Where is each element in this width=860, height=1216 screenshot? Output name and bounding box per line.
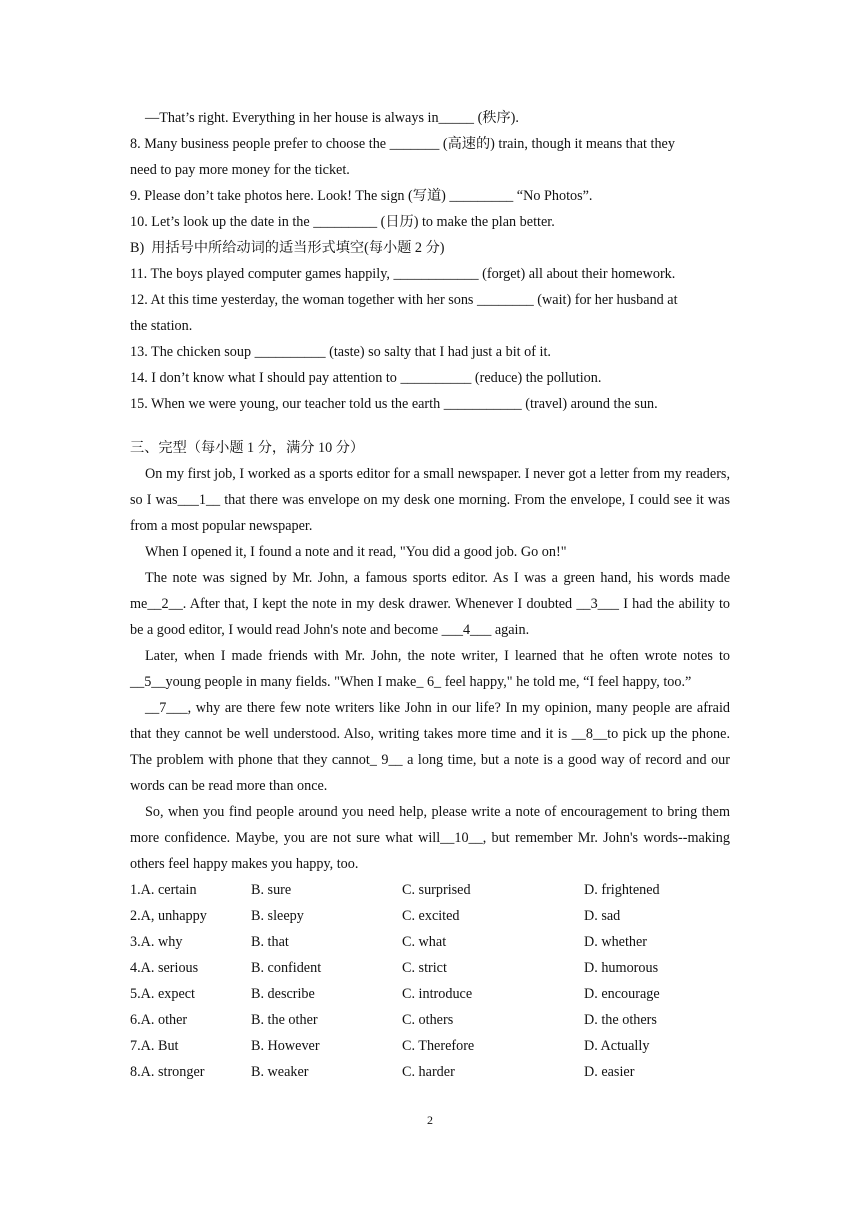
option-row-1 bbox=[130, 877, 730, 903]
option-c: C. others bbox=[402, 1012, 454, 1028]
option-a: 7.A. But bbox=[130, 1038, 179, 1054]
option-row-5 bbox=[130, 981, 730, 1007]
answer-options bbox=[130, 877, 730, 1085]
question-15: 15. When we were young, our teacher told us the earth ___________ (travel) around the sun. bbox=[130, 396, 658, 412]
question-9: 9. Please don’t take photos here. Look! The sign (写道) _________ “No Photos”. bbox=[130, 188, 593, 204]
option-a: 4.A. serious bbox=[130, 960, 199, 976]
option-d: D. the others bbox=[584, 1012, 657, 1028]
option-row-3 bbox=[130, 929, 730, 955]
option-d: D. Actually bbox=[584, 1038, 650, 1054]
question-10: 10. Let’s look up the date in the _________ (日历) to make the plan better. bbox=[130, 214, 555, 230]
cloze-paragraph-2: When I opened it, I found a note and it read, "You did a good job. Go on!" bbox=[145, 544, 567, 560]
question-11: 11. The boys played computer games happily, ____________ (forget) all about their homework. bbox=[130, 266, 676, 282]
option-c: C. what bbox=[402, 934, 447, 950]
dialogue-line: —That’s right. Everything in her house is always in_____ (秩序). bbox=[145, 110, 519, 126]
option-b: B. However bbox=[251, 1038, 320, 1054]
option-row-8 bbox=[130, 1059, 730, 1085]
option-d: D. encourage bbox=[584, 986, 660, 1002]
option-b: B. sleepy bbox=[251, 908, 304, 924]
option-d: D. frightened bbox=[584, 882, 660, 898]
document-page bbox=[130, 105, 730, 1085]
option-a: 2.A, unhappy bbox=[130, 908, 207, 924]
option-row-2 bbox=[130, 903, 730, 929]
option-a: 8.A. stronger bbox=[130, 1064, 205, 1080]
cloze-paragraph-1: On my first job, I worked as a sports editor for a small newspaper. I never got a letter from my readers, so I was___1__ that there was envelope on my desk one morning. From the envelope, I could see it was from a most popular newspaper. bbox=[130, 466, 730, 534]
question-13: 13. The chicken soup __________ (taste) so salty that I had just a bit of it. bbox=[130, 344, 551, 360]
option-a: 1.A. certain bbox=[130, 882, 197, 898]
cloze-paragraph-6: So, when you find people around you need help, please write a note of encouragement to bring them more confidence. Maybe, you are not sure what will__10__, but remember Mr. John's words--making others feel happy makes you happy, too. bbox=[130, 804, 730, 872]
option-a: 5.A. expect bbox=[130, 986, 196, 1002]
cloze-paragraph-5: __7___, why are there few note writers like John in our life? In my opinion, many people are afraid that they cannot be well understood. Also, writing takes more time and it is __8__to pick up the phone. The problem with phone that they cannot_ 9__ a long time, but a note is a good way of record and our words can be read more than once. bbox=[130, 700, 730, 794]
option-a: 6.A. other bbox=[130, 1012, 188, 1028]
option-b: B. describe bbox=[251, 986, 315, 1002]
option-row-7 bbox=[130, 1033, 730, 1059]
question-8: 8. Many business people prefer to choose the _______ (高速的) train, though it means that they bbox=[130, 136, 675, 152]
option-c: C. excited bbox=[402, 908, 460, 924]
option-c: C. harder bbox=[402, 1064, 455, 1080]
option-b: B. confident bbox=[251, 960, 322, 976]
cloze-paragraph-3: The note was signed by Mr. John, a famous sports editor. As I was a green hand, his words made me__2__. After that, I kept the note in my desk drawer. Whenever I doubted __3___ I had the ability to be a good editor, I would read John's note and become ___4___ again. bbox=[130, 570, 730, 638]
option-a: 3.A. why bbox=[130, 934, 183, 950]
option-b: B. sure bbox=[251, 882, 292, 898]
option-d: D. easier bbox=[584, 1064, 635, 1080]
option-d: D. sad bbox=[584, 908, 621, 924]
option-b: B. weaker bbox=[251, 1064, 309, 1080]
page-number: 2 bbox=[427, 1113, 433, 1127]
option-b: B. that bbox=[251, 934, 289, 950]
option-c: C. strict bbox=[402, 960, 447, 976]
question-12-cont: the station. bbox=[130, 318, 193, 334]
option-c: C. Therefore bbox=[402, 1038, 475, 1054]
question-14: 14. I don’t know what I should pay attention to __________ (reduce) the pollution. bbox=[130, 370, 602, 386]
option-c: C. surprised bbox=[402, 882, 471, 898]
section-title-cloze: 三、完型（每小题 1 分，满分 10 分） bbox=[130, 440, 365, 456]
option-b: B. the other bbox=[251, 1012, 318, 1028]
option-row-6 bbox=[130, 1007, 730, 1033]
option-d: D. humorous bbox=[584, 960, 659, 976]
option-c: C. introduce bbox=[402, 986, 473, 1002]
cloze-paragraph-4: Later, when I made friends with Mr. John, the note writer, I learned that he often wrote notes to __5__young people in many fields. "When I make_ 6_ feel happy," he told me, “I feel happy, too.” bbox=[130, 648, 730, 690]
question-12: 12. At this time yesterday, the woman together with her sons ________ (wait) for her husband at bbox=[130, 292, 678, 308]
option-row-4 bbox=[130, 955, 730, 981]
question-8-cont: need to pay more money for the ticket. bbox=[130, 162, 350, 178]
option-d: D. whether bbox=[584, 934, 648, 950]
section-b-heading: B) 用括号中所给动词的适当形式填空(每小题 2 分) bbox=[130, 240, 445, 256]
